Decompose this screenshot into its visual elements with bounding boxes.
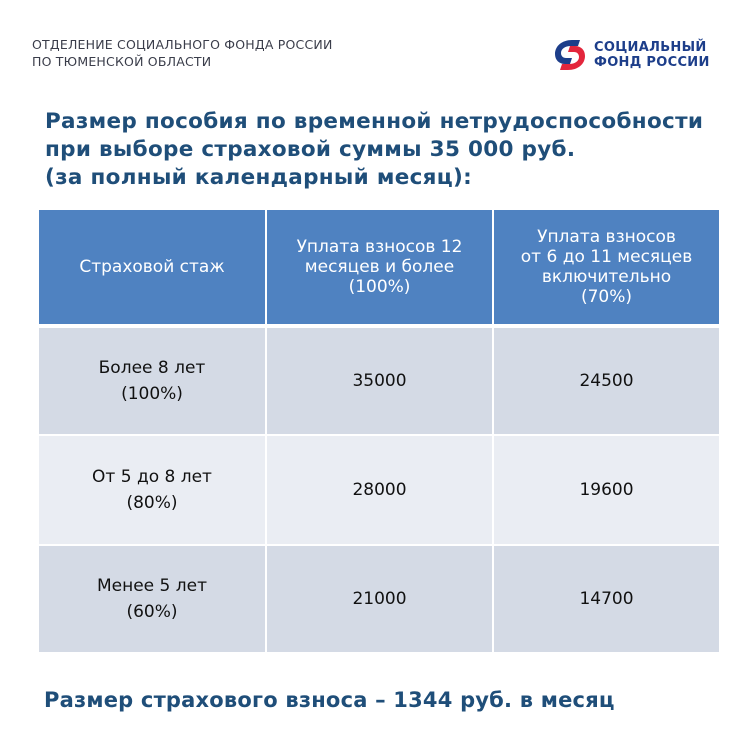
table-header-row [38,210,720,326]
partial-payment-cell: 19600 [493,435,720,545]
table-row [38,435,720,545]
contribution-footer: Размер страхового взноса – 1344 руб. в месяц [44,688,615,712]
stazh-cell: Более 8 лет (100%) [38,326,266,435]
full-payment-cell: 21000 [266,545,493,653]
page-title [45,108,703,192]
stazh-cell: От 5 до 8 лет (80%) [38,435,266,545]
full-payment-cell: 28000 [266,435,493,545]
title-line-2: при выборе страховой суммы 35 000 руб. [45,137,576,162]
header-partial-payment: Уплата взносов от 6 до 11 месяцев включительно (70%) [493,210,720,326]
benefit-table [37,210,721,654]
header-stazh: Страховой стаж [38,210,266,326]
table-row [38,326,720,435]
org-line-1: ОТДЕЛЕНИЕ СОЦИАЛЬНОГО ФОНДА РОССИИ [32,37,333,52]
logo-line-2: ФОНД РОССИИ [594,55,710,70]
logo-line-1: СОЦИАЛЬНЫЙ [594,40,707,55]
partial-payment-cell: 24500 [493,326,720,435]
sfr-logo-icon [548,36,592,74]
table-row [38,545,720,653]
sfr-logo [548,36,710,74]
partial-payment-cell: 14700 [493,545,720,653]
org-line-2: ПО ТЮМЕНСКОЙ ОБЛАСТИ [32,54,212,69]
full-payment-cell: 35000 [266,326,493,435]
title-line-1: Размер пособия по временной нетрудоспособности [45,109,704,134]
stazh-cell: Менее 5 лет (60%) [38,545,266,653]
organization-name [32,36,333,70]
title-line-3: (за полный календарный месяц): [45,165,472,190]
header-full-payment: Уплата взносов 12 месяцев и более (100%) [266,210,493,326]
